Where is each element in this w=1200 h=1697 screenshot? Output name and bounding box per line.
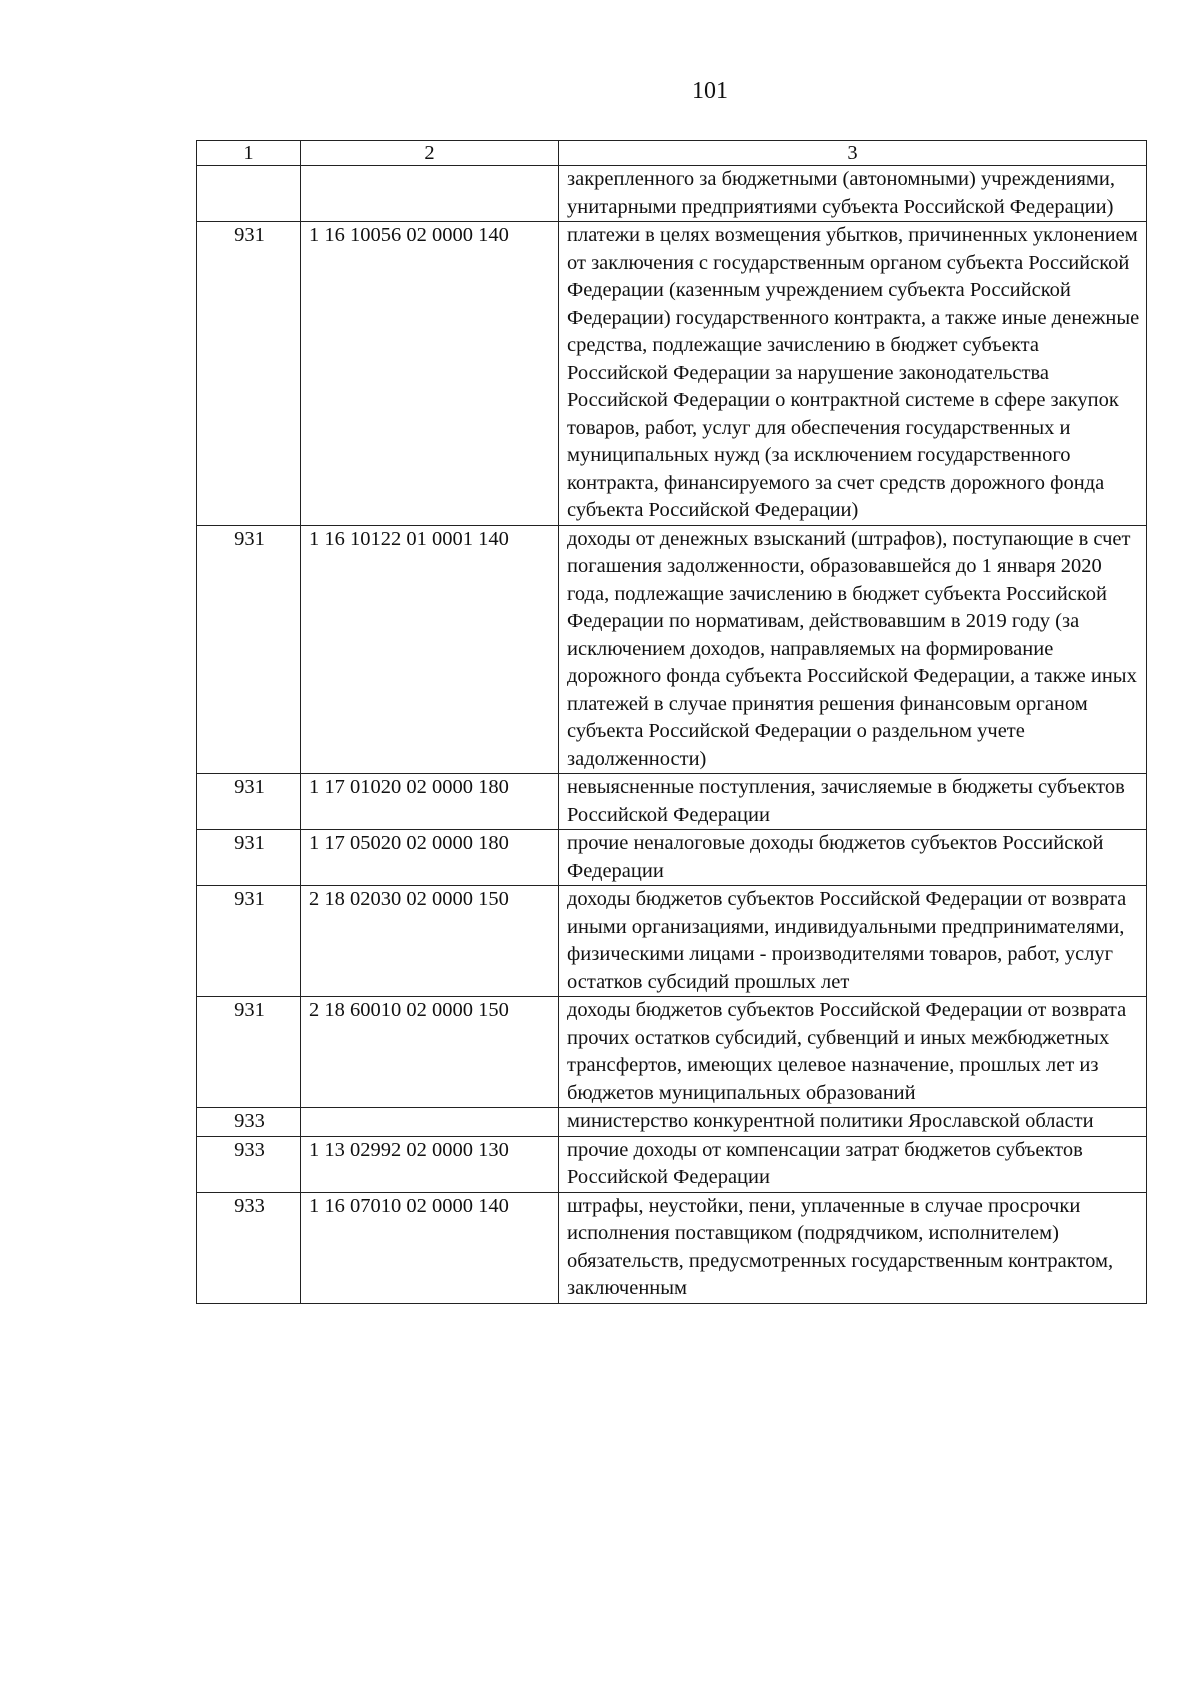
table-row [197, 222, 1147, 526]
budget-codes-table [196, 140, 1147, 1304]
table-row [197, 1136, 1147, 1192]
column-header-1: 1 [197, 141, 301, 166]
admin-code-cell: 933 [197, 1136, 301, 1192]
revenue-code-cell: 1 17 01020 02 0000 180 [301, 774, 559, 830]
admin-code-cell: 933 [197, 1108, 301, 1137]
description-cell: доходы бюджетов субъектов Российской Федерации от возврата прочих остатков субсидий, субвенций и иных межбюджетных трансфертов, имеющих целевое назначение, прошлых лет из бюджетов муниципальных образований [559, 997, 1147, 1108]
revenue-code-cell: 1 13 02992 02 0000 130 [301, 1136, 559, 1192]
page-number [0, 78, 1200, 105]
table-row [197, 774, 1147, 830]
admin-code-cell [197, 166, 301, 222]
table-row [197, 997, 1147, 1108]
table-row [197, 1108, 1147, 1137]
column-header-2: 2 [301, 141, 559, 166]
revenue-code-cell: 2 18 02030 02 0000 150 [301, 886, 559, 997]
description-cell: прочие доходы от компенсации затрат бюджетов субъектов Российской Федерации [559, 1136, 1147, 1192]
page-number-text: 101 [692, 78, 728, 104]
revenue-code-cell: 1 16 10122 01 0001 140 [301, 525, 559, 774]
description-cell: прочие неналоговые доходы бюджетов субъектов Российской Федерации [559, 830, 1147, 886]
table-row [197, 886, 1147, 997]
description-cell: доходы от денежных взысканий (штрафов), поступающие в счет погашения задолженности, образовавшейся до 1 января 2020 года, подлежащие зачислению в бюджет субъекта Российской Федерации по нормативам, действовавшим в 2019 году (за исключением доходов, направляемых на формирование дорожного фонда субъекта Российской Федерации, а также иных платежей в случае принятия решения финансовым органом субъекта Российской Федерации о раздельном учете задолженности) [559, 525, 1147, 774]
table-row [197, 830, 1147, 886]
description-cell: платежи в целях возмещения убытков, причиненных уклонением от заключения с государственным органом субъекта Российской Федерации (казенным учреждением субъекта Российской Федерации) государственного контракта, а также иные денежные средства, подлежащие зачислению в бюджет субъекта Российской Федерации за нарушение законодательства Российской Федерации о контрактной системе в сфере закупок товаров, работ, услуг для обеспечения государственных и муниципальных нужд (за исключением государственного контракта, финансируемого за счет средств дорожного фонда субъекта Российской Федерации) [559, 222, 1147, 526]
table-row [197, 1192, 1147, 1303]
revenue-code-cell [301, 1108, 559, 1137]
table-row [197, 166, 1147, 222]
admin-code-cell: 931 [197, 886, 301, 997]
revenue-code-cell: 1 16 10056 02 0000 140 [301, 222, 559, 526]
revenue-code-cell: 2 18 60010 02 0000 150 [301, 997, 559, 1108]
description-cell: закрепленного за бюджетными (автономными) учреждениями, унитарными предприятиями субъекта Российской Федерации) [559, 166, 1147, 222]
description-cell: министерство конкурентной политики Ярославской области [559, 1108, 1147, 1137]
admin-code-cell: 931 [197, 997, 301, 1108]
table-row [197, 525, 1147, 774]
description-cell: невыясненные поступления, зачисляемые в бюджеты субъектов Российской Федерации [559, 774, 1147, 830]
revenue-code-cell [301, 166, 559, 222]
revenue-code-cell: 1 16 07010 02 0000 140 [301, 1192, 559, 1303]
description-cell: штрафы, неустойки, пени, уплаченные в случае просрочки исполнения поставщиком (подрядчиком, исполнителем) обязательств, предусмотренных государственным контрактом, заключенным [559, 1192, 1147, 1303]
table-header-row [197, 141, 1147, 166]
admin-code-cell: 931 [197, 830, 301, 886]
revenue-code-cell: 1 17 05020 02 0000 180 [301, 830, 559, 886]
admin-code-cell: 931 [197, 774, 301, 830]
admin-code-cell: 931 [197, 525, 301, 774]
admin-code-cell: 931 [197, 222, 301, 526]
admin-code-cell: 933 [197, 1192, 301, 1303]
column-header-3: 3 [559, 141, 1147, 166]
description-cell: доходы бюджетов субъектов Российской Федерации от возврата иными организациями, индивидуальными предпринимателями, физическими лицами - производителями товаров, работ, услуг остатков субсидий прошлых лет [559, 886, 1147, 997]
